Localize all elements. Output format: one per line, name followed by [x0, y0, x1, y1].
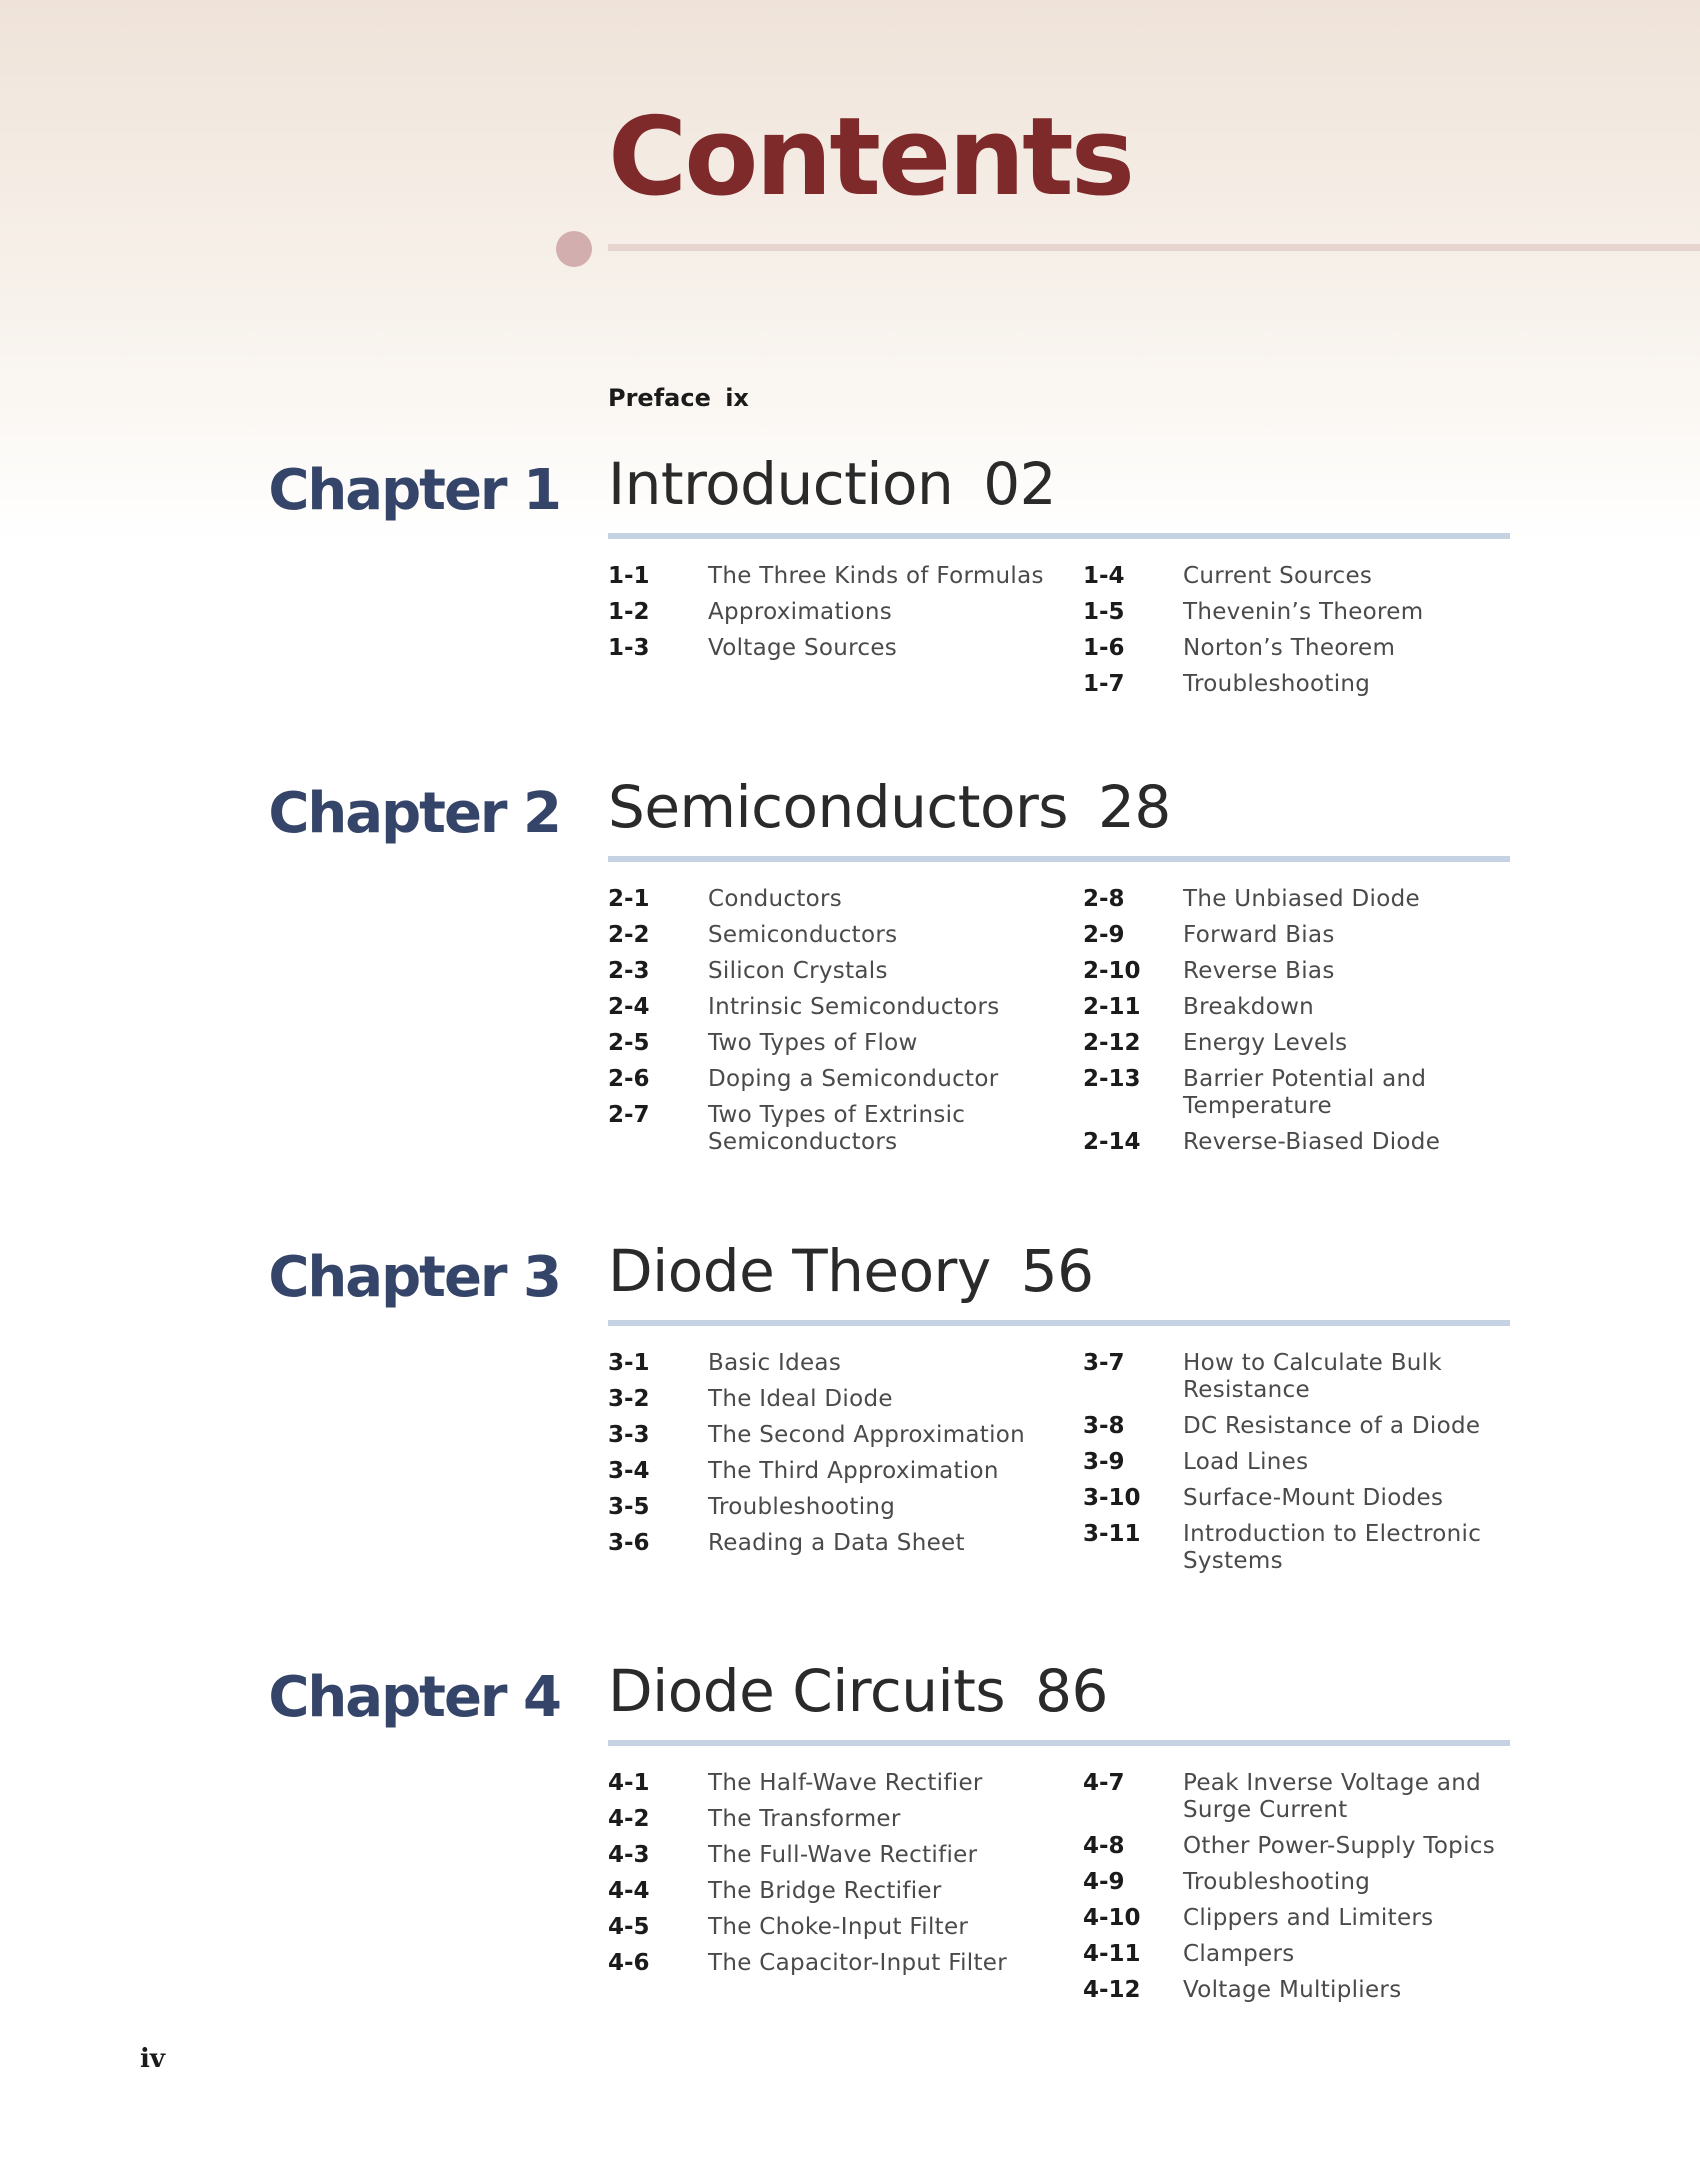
section-title: Norton’s Theorem: [1183, 635, 1396, 661]
section-entry[interactable]: [608, 1066, 1048, 1093]
section-column-right: [1083, 886, 1523, 1165]
section-number: 4-8: [1083, 1833, 1125, 1859]
section-number: 1-3: [608, 635, 650, 661]
section-entry[interactable]: [608, 886, 1048, 913]
section-number: 2-3: [608, 958, 650, 984]
section-column-left: [608, 886, 1048, 1165]
section-number: 1-2: [608, 599, 650, 625]
chapter-title-link[interactable]: [608, 1657, 1108, 1725]
chapter-label: Chapter 1: [268, 458, 560, 523]
section-entry[interactable]: [608, 1494, 1048, 1521]
section-title: Surface-Mount Diodes: [1183, 1485, 1444, 1511]
section-entry[interactable]: [1083, 1521, 1523, 1575]
section-title: Other Power-Supply Topics: [1183, 1833, 1496, 1859]
section-entry[interactable]: [1083, 1350, 1523, 1404]
section-entry[interactable]: [608, 922, 1048, 949]
section-entry[interactable]: [608, 1102, 1048, 1156]
section-title: Doping a Semiconductor: [708, 1066, 999, 1092]
section-title: Peak Inverse Voltage and Surge Current: [1183, 1770, 1482, 1823]
section-column-right: [1083, 1350, 1523, 1584]
section-entry[interactable]: [608, 1386, 1048, 1413]
section-title: Troubleshooting: [1183, 671, 1371, 697]
section-title: Clippers and Limiters: [1183, 1905, 1434, 1931]
preface-entry[interactable]: Preface ix: [608, 384, 749, 412]
section-column-left: [608, 1350, 1048, 1566]
chapter-title-link[interactable]: [608, 1237, 1094, 1305]
chapter-page: 28: [1098, 773, 1171, 841]
section-title: Thevenin’s Theorem: [1183, 599, 1424, 625]
chapter-title: Introduction: [608, 450, 954, 518]
section-number: 3-5: [608, 1494, 650, 1520]
section-title: Forward Bias: [1183, 922, 1335, 948]
section-number: 2-4: [608, 994, 650, 1020]
section-title: Reverse Bias: [1183, 958, 1335, 984]
section-title: Barrier Potential and Temperature: [1183, 1066, 1427, 1119]
chapter-title: Diode Circuits: [608, 1657, 1006, 1725]
section-entry[interactable]: [1083, 1066, 1523, 1120]
section-entry[interactable]: [608, 1530, 1048, 1557]
section-entry[interactable]: [1083, 1485, 1523, 1512]
section-number: 3-4: [608, 1458, 650, 1484]
section-column-right: [1083, 1770, 1523, 2013]
section-number: 4-2: [608, 1806, 650, 1832]
section-number: 1-7: [1083, 671, 1125, 697]
section-title: Semiconductors: [708, 922, 898, 948]
chapter-page: 86: [1035, 1657, 1108, 1725]
section-title: Troubleshooting: [1183, 1869, 1371, 1895]
section-column-right: [1083, 563, 1523, 707]
section-number: 4-5: [608, 1914, 650, 1940]
section-number: 1-4: [1083, 563, 1125, 589]
section-number: 2-8: [1083, 886, 1125, 912]
section-entry[interactable]: [608, 1422, 1048, 1449]
page-number: iv: [140, 2044, 165, 2074]
section-number: 4-9: [1083, 1869, 1125, 1895]
section-entry[interactable]: [608, 599, 1048, 626]
section-entry[interactable]: [1083, 958, 1523, 985]
section-title: The Choke-Input Filter: [708, 1914, 969, 1940]
chapter-title-link[interactable]: [608, 450, 1057, 518]
section-title: Voltage Sources: [708, 635, 898, 661]
section-number: 2-7: [608, 1102, 650, 1128]
section-entry[interactable]: [608, 1878, 1048, 1905]
section-number: 3-1: [608, 1350, 650, 1376]
section-number: 2-10: [1083, 958, 1141, 984]
section-entry[interactable]: [1083, 994, 1523, 1021]
section-number: 1-1: [608, 563, 650, 589]
section-entry[interactable]: [1083, 1413, 1523, 1440]
section-number: 3-3: [608, 1422, 650, 1448]
section-entry[interactable]: [1083, 1869, 1523, 1896]
section-entry[interactable]: [608, 1950, 1048, 1977]
chapter-rule: [608, 533, 1510, 539]
chapter-title-link[interactable]: [608, 773, 1171, 841]
section-entry[interactable]: [1083, 599, 1523, 626]
section-number: 4-3: [608, 1842, 650, 1868]
section-number: 1-5: [1083, 599, 1125, 625]
section-entry[interactable]: [608, 1030, 1048, 1057]
page-title: Contents: [608, 95, 1133, 220]
chapter-label: Chapter 3: [268, 1245, 560, 1310]
section-entry[interactable]: [608, 1806, 1048, 1833]
chapter-rule: [608, 1320, 1510, 1326]
section-entry[interactable]: [1083, 1833, 1523, 1860]
section-title: Two Types of Flow: [708, 1030, 918, 1056]
section-entry[interactable]: [1083, 671, 1523, 698]
section-number: 2-6: [608, 1066, 650, 1092]
section-number: 2-5: [608, 1030, 650, 1056]
section-number: 2-14: [1083, 1129, 1141, 1155]
section-number: 3-8: [1083, 1413, 1125, 1439]
section-title: The Second Approximation: [708, 1422, 1026, 1448]
section-number: 4-1: [608, 1770, 650, 1796]
section-entry[interactable]: [608, 1350, 1048, 1377]
section-title: The Transformer: [708, 1806, 901, 1832]
section-column-left: [608, 563, 1048, 671]
chapter-title: Semiconductors: [608, 773, 1069, 841]
section-number: 3-6: [608, 1530, 650, 1556]
section-number: 2-11: [1083, 994, 1141, 1020]
section-number: 4-12: [1083, 1977, 1141, 2003]
section-entry[interactable]: [608, 1914, 1048, 1941]
section-entry[interactable]: [608, 563, 1048, 590]
section-title: Introduction to Electronic Systems: [1183, 1521, 1482, 1574]
section-title: Current Sources: [1183, 563, 1373, 589]
section-title: Voltage Multipliers: [1183, 1977, 1402, 2003]
section-entry[interactable]: [1083, 1770, 1523, 1824]
section-number: 3-2: [608, 1386, 650, 1412]
section-entry[interactable]: [1083, 1030, 1523, 1057]
section-entry[interactable]: [1083, 886, 1523, 913]
section-number: 3-11: [1083, 1521, 1141, 1547]
section-title: Intrinsic Semiconductors: [708, 994, 1000, 1020]
section-entry[interactable]: [1083, 922, 1523, 949]
section-entry[interactable]: [1083, 1449, 1523, 1476]
section-title: The Third Approximation: [708, 1458, 999, 1484]
section-title: The Three Kinds of Formulas: [708, 563, 1044, 589]
chapter-rule: [608, 856, 1510, 862]
section-number: 3-7: [1083, 1350, 1125, 1376]
chapter-page: 02: [983, 450, 1057, 518]
section-number: 4-7: [1083, 1770, 1125, 1796]
section-title: Two Types of Extrinsic Semiconductors: [708, 1102, 966, 1155]
section-title: Approximations: [708, 599, 892, 625]
section-title: The Full-Wave Rectifier: [708, 1842, 978, 1868]
section-entry[interactable]: [1083, 1941, 1523, 1968]
section-entry[interactable]: [1083, 563, 1523, 590]
section-entry[interactable]: [608, 1458, 1048, 1485]
chapter-label: Chapter 4: [268, 1665, 560, 1730]
section-entry[interactable]: [608, 1770, 1048, 1797]
section-entry[interactable]: [608, 958, 1048, 985]
section-entry[interactable]: [608, 1842, 1048, 1869]
section-title: Load Lines: [1183, 1449, 1309, 1475]
section-title: The Bridge Rectifier: [708, 1878, 942, 1904]
chapter-title: Diode Theory: [608, 1237, 991, 1305]
section-title: Reading a Data Sheet: [708, 1530, 965, 1556]
section-number: 3-9: [1083, 1449, 1125, 1475]
section-number: 1-6: [1083, 635, 1125, 661]
chapter-page: 56: [1020, 1237, 1094, 1305]
section-title: The Half-Wave Rectifier: [708, 1770, 983, 1796]
section-column-left: [608, 1770, 1048, 1986]
section-title: DC Resistance of a Diode: [1183, 1413, 1481, 1439]
section-title: Reverse-Biased Diode: [1183, 1129, 1441, 1155]
section-title: Energy Levels: [1183, 1030, 1348, 1056]
section-entry[interactable]: [1083, 635, 1523, 662]
section-number: 3-10: [1083, 1485, 1141, 1511]
section-number: 4-10: [1083, 1905, 1141, 1931]
section-title: Breakdown: [1183, 994, 1315, 1020]
title-dot: [556, 231, 592, 267]
section-number: 2-12: [1083, 1030, 1141, 1056]
section-number: 2-13: [1083, 1066, 1141, 1092]
section-title: Troubleshooting: [708, 1494, 896, 1520]
section-title: The Capacitor-Input Filter: [708, 1950, 1007, 1976]
chapter-rule: [608, 1740, 1510, 1746]
section-title: Conductors: [708, 886, 843, 912]
section-number: 2-9: [1083, 922, 1125, 948]
section-title: How to Calculate Bulk Resistance: [1183, 1350, 1442, 1403]
section-title: Clampers: [1183, 1941, 1295, 1967]
section-entry[interactable]: [608, 635, 1048, 662]
chapter-label: Chapter 2: [268, 781, 560, 846]
section-title: Silicon Crystals: [708, 958, 888, 984]
section-number: 4-4: [608, 1878, 650, 1904]
section-number: 2-2: [608, 922, 650, 948]
section-entry[interactable]: [608, 994, 1048, 1021]
section-number: 2-1: [608, 886, 650, 912]
section-title: The Ideal Diode: [708, 1386, 893, 1412]
section-title: The Unbiased Diode: [1183, 886, 1420, 912]
section-title: Basic Ideas: [708, 1350, 842, 1376]
section-entry[interactable]: [1083, 1129, 1523, 1156]
section-entry[interactable]: [1083, 1977, 1523, 2004]
section-number: 4-6: [608, 1950, 650, 1976]
title-rule: [608, 244, 1700, 251]
section-number: 4-11: [1083, 1941, 1141, 1967]
section-entry[interactable]: [1083, 1905, 1523, 1932]
